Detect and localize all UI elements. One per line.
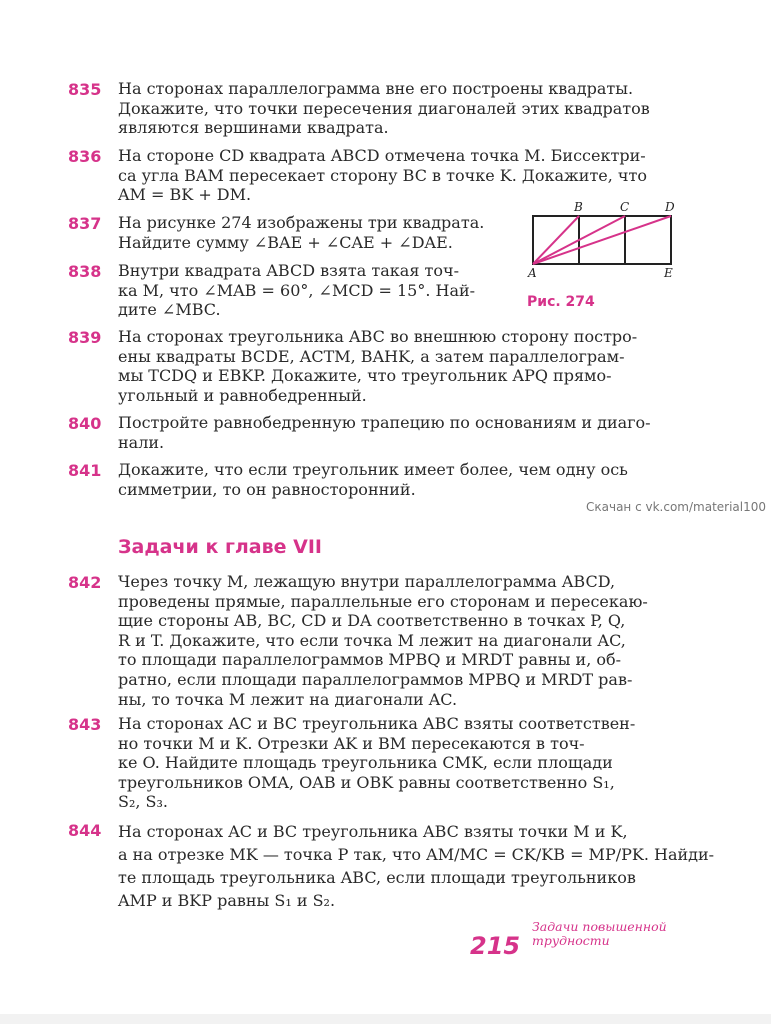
problem-text: Внутри квадрата ABCD взята такая точ- ка M, что ∠MAB = 60°, ∠MCD = 15°. Най- дите ∠MBC. bbox=[118, 261, 476, 320]
problem-text: На рисунке 274 изображены три квадрата. Найдите сумму ∠BAE + ∠CAE + ∠DAE. bbox=[118, 213, 485, 252]
problem-number: 836 bbox=[68, 147, 102, 166]
label-e: E bbox=[664, 266, 673, 280]
label-d: D bbox=[665, 200, 675, 214]
figure-caption: Рис. 274 bbox=[527, 294, 595, 310]
watermark: Скачан с vk.com/material100 bbox=[586, 500, 767, 514]
label-c: C bbox=[620, 200, 630, 214]
section-label: Задачи повышенной трудности bbox=[532, 919, 667, 948]
figure-274 bbox=[520, 198, 690, 280]
page-bottom-edge bbox=[0, 1014, 771, 1024]
segment-ad bbox=[533, 216, 671, 264]
problem-text: На сторонах AC и BC треугольника ABC взяты точки M и K, а на отрезке MK — точка P так, что AM/MC = CK/KB = MP/PK. Найди- те площадь треугольника ABC, если площади треугольников AMP и BKP равны S₁ и S₂. bbox=[118, 822, 715, 910]
chapter-heading: Задачи к главе VII bbox=[118, 536, 322, 558]
problem-number: 841 bbox=[68, 461, 102, 480]
problem-number: 839 bbox=[68, 328, 102, 347]
problem-text: На сторонах треугольника ABC во внешнюю сторону постро- ены квадраты BCDE, ACTM, BAHK, а затем параллелограм- мы TCDQ и EBKP. Докажите, что треугольник APQ прямо- угольный и равнобедренный. bbox=[118, 327, 638, 405]
problem-number: 838 bbox=[68, 262, 102, 281]
problem-number: 835 bbox=[68, 80, 102, 99]
problem-text: На сторонах параллелограмма вне его построены квадраты. Докажите, что точки пересечения диагоналей этих квадратов являются вершинами квадрата. bbox=[118, 79, 650, 138]
problem-number: 842 bbox=[68, 573, 102, 592]
problem-number: 844 bbox=[68, 821, 102, 840]
problem-text: На сторонах AC и BC треугольника ABC взяты соответствен- но точки M и K. Отрезки AK и BM пересекаются в точ- ке O. Найдите площадь треугольника CMK, если площади треугольников OMA, OAB и OBK равны соответственно S₁, S₂, S₃. bbox=[118, 714, 636, 812]
problem-text: Через точку M, лежащую внутри параллелограмма ABCD, проведены прямые, параллельные его сторонам и пересекаю- щие стороны AB, BC, CD и DA соответственно в точках P, Q, R и T. Докажите, что если точка M лежит на диагонали AC, то площади параллелограммов MPBQ и MRDT равны и, об- ратно, если площади параллелограммов MPBQ и MRDT рав- ны, то точка M лежит на диагонали AC. bbox=[118, 572, 648, 709]
problem-number: 840 bbox=[68, 414, 102, 433]
page-number: 215 bbox=[470, 932, 521, 960]
problem-number: 837 bbox=[68, 214, 102, 233]
problem-text: Постройте равнобедренную трапецию по основаниям и диаго- нали. bbox=[118, 413, 651, 452]
problem-text: На стороне CD квадрата ABCD отмечена точка M. Биссектри- са угла BAM пересекает сторону BC в точке K. Докажите, что AM = BK + DM. bbox=[118, 146, 647, 205]
label-a: A bbox=[528, 266, 537, 280]
problem-text: Докажите, что если треугольник имеет более, чем одну ось симметрии, то он равносторонний. bbox=[118, 460, 628, 499]
label-b: B bbox=[574, 200, 583, 214]
problem-number: 843 bbox=[68, 715, 102, 734]
